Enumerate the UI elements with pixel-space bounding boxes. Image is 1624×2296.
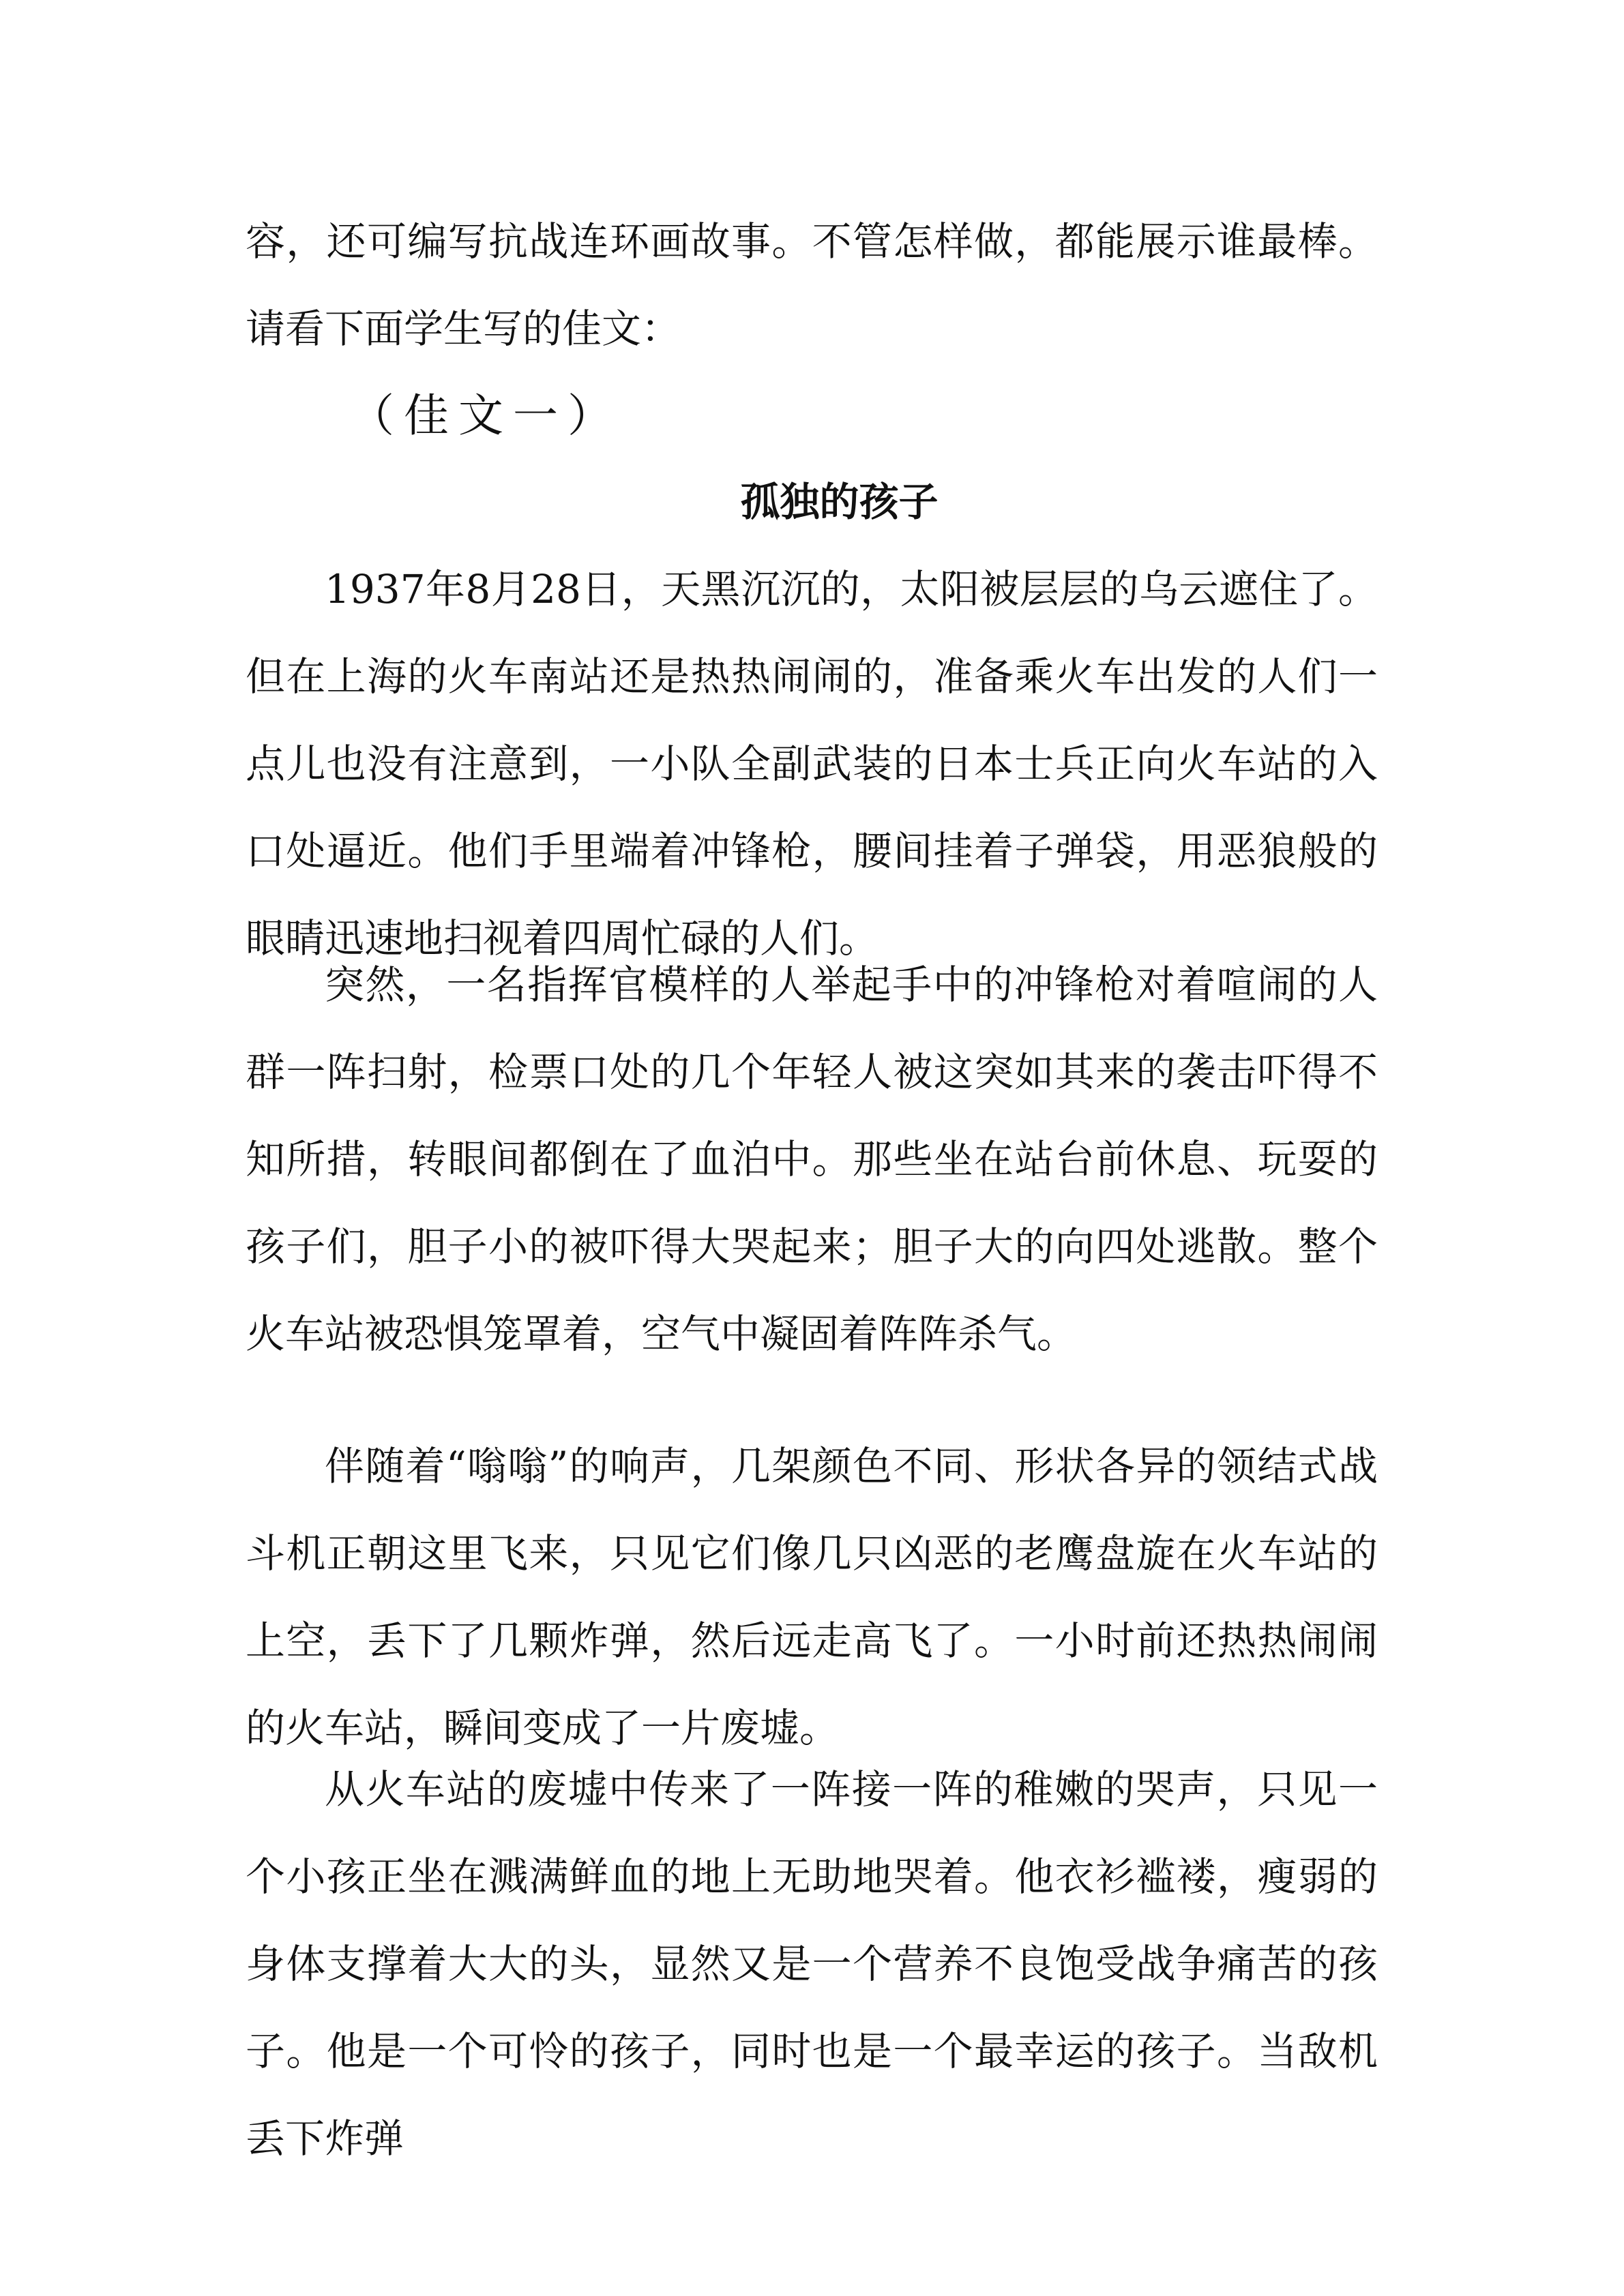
essay-paragraph-1: 1937年8月28日，天黑沉沉的，太阳被层层的乌云遮住了。但在上海的火车南站还是热热闹闹的，准备乘火车出发的人们一点儿也没有注意到，一小队全副武装的日本士兵正向火车站的入口处逼近。他们手里端着冲锋枪，腰间挂着子弹袋，用恶狼般的眼睛迅速地扫视着四周忙碌的人们。 (246, 566, 1378, 961)
essay-paragraph-3: 伴随着“嗡嗡”的响声，几架颜色不同、形状各异的领结式战斗机正朝这里飞来，只见它们像几只凶恶的老鹰盘旋在火车站的上空，丢下了几颗炸弹，然后远走高飞了。一小时前还热热闹闹的火车站，瞬间变成了一片废墟。 (246, 1443, 1378, 1751)
essay-paragraph-2: 突然，一名指挥官模样的人举起手中的冲锋枪对着喧闹的人群一阵扫射，检票口处的几个年轻人被这突如其来的袭击吓得不知所措，转眼间都倒在了血泊中。那些坐在站台前休息、玩耍的孩子们，胆子小的被吓得大哭起来；胆子大的向四处逃散。整个火车站被恐惧笼罩着，空气中凝固着阵阵杀气。 (246, 961, 1378, 1357)
essay-title: 孤独的孩子 (740, 479, 939, 525)
essay-paragraph-4: 从火车站的废墟中传来了一阵接一阵的稚嫩的哭声，只见一个小孩正坐在溅满鲜血的地上无助地哭着。他衣衫褴褛，瘦弱的身体支撑着大大的头，显然又是一个营养不良饱受战争痛苦的孩子。他是一个可怜的孩子，同时也是一个最幸运的孩子。当敌机丢下炸弹 (246, 1766, 1378, 2162)
intro-paragraph: 容，还可编写抗战连环画故事。不管怎样做，都能展示谁最棒。请看下面学生写的佳文： (246, 218, 1378, 352)
section-heading: （佳文一） (349, 389, 622, 442)
